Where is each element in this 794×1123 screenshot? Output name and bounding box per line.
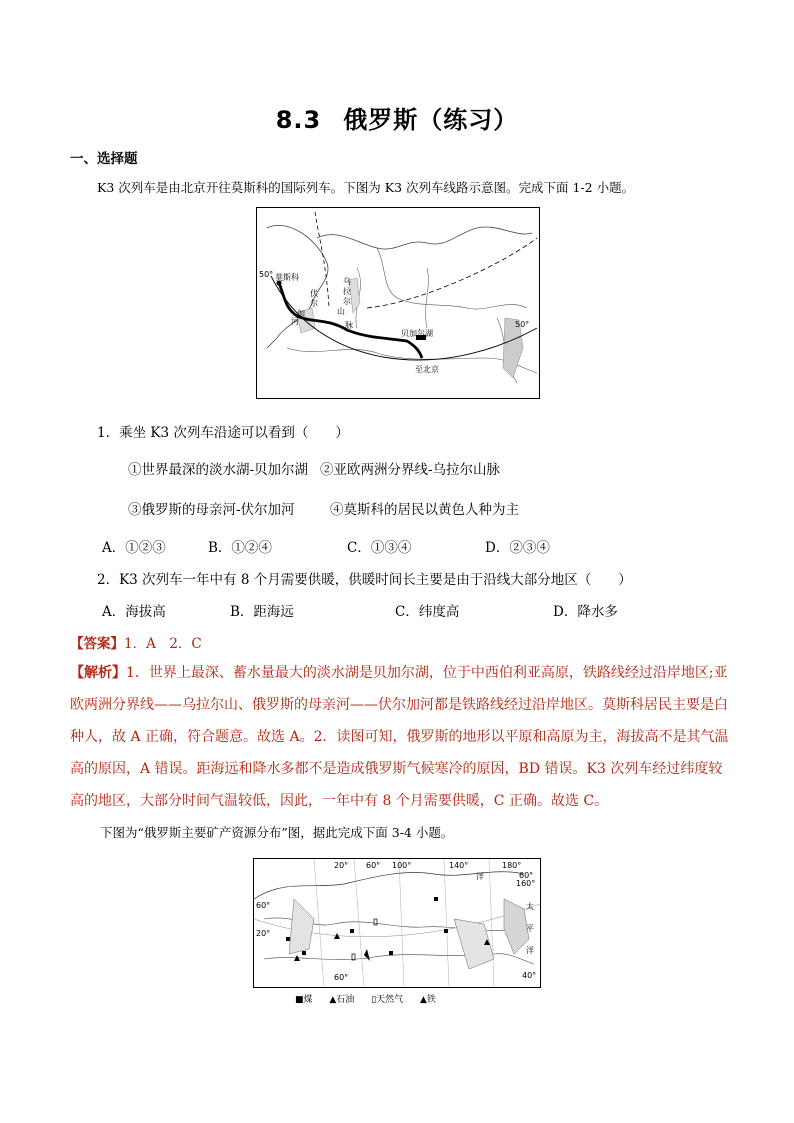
mineral-map-legend xyxy=(295,992,450,1005)
q2-option-a: A．海拔高 xyxy=(102,604,166,620)
map2-lon-140: 140° xyxy=(449,861,469,870)
analysis-label: 【解析】 xyxy=(70,665,126,681)
map1-baikal-label: 贝加尔湖 xyxy=(401,329,433,338)
analysis-paragraph xyxy=(70,657,732,817)
intro-paragraph-2: 下图为“俄罗斯主要矿产资源分布”图，据此完成下面 3-4 小题。 xyxy=(100,825,454,840)
map2-pacific-1: 太 xyxy=(526,902,534,911)
q1-statement-2: ②亚欧两洲分界线-乌拉尔山脉 xyxy=(320,462,501,478)
analysis-text: 1．世界上最深、蓄水量最大的淡水湖是贝加尔湖，位于中西伯利亚高原，铁路线经过沿岸地区;亚欧两洲分界线——乌拉尔山、俄罗斯的母亲河——伏尔加河都是铁路线经过沿岸地区。莫斯科居民主要是白种人，故 A 正确，符合题意。故选 A。2．读图可知，俄罗斯的地形以平原和高原为主，海拔高不是其气温高的原因，A 错误。距海远和降水多都不是造成俄罗斯气候寒冷的原因，BD 错误。K3 次列车经过纬度较高的地区，大部分时间气温较低，因此，一年中有 8 个月需要供暖，C 正确。故选 C。 xyxy=(70,665,729,809)
map1-lat-left: 50° xyxy=(259,270,274,279)
map1-volga-1: 伏 xyxy=(310,289,318,298)
question-2: 2．K3 次列车一年中有 8 个月需要供暖，供暖时间长主要是由于沿线大部分地区（ ） xyxy=(97,572,632,588)
legend-coal: ■煤 xyxy=(295,995,313,1005)
map1-lat-right: 50° xyxy=(515,320,530,329)
q1-statement-3: ③俄罗斯的母亲河-伏尔加河 xyxy=(128,502,295,518)
mineral-resources-map-graphic xyxy=(254,859,540,987)
q2-option-b: B．距海远 xyxy=(230,604,294,620)
map2-ocean-label: 洋 xyxy=(476,872,484,881)
map1-ural-1: 乌 xyxy=(343,277,351,286)
q1-option-b: B．①②④ xyxy=(208,540,272,556)
map1-ural-3: 尔 xyxy=(343,297,351,306)
train-route-map-graphic xyxy=(257,208,539,398)
answer-label: 【答案】 xyxy=(70,636,124,652)
map2-pacific-2: 平 xyxy=(526,924,534,933)
legend-oil: ▲石油 xyxy=(329,995,355,1005)
q1-option-a: A．①②③ xyxy=(102,540,166,556)
legend-iron: ▲铁 xyxy=(420,995,436,1005)
map1-moscow-label: 莫斯科 xyxy=(275,273,299,282)
title-text: 俄罗斯（练习） xyxy=(343,106,519,134)
q1-option-c: C．①③④ xyxy=(347,540,412,556)
map1-volga-2: 尔 xyxy=(310,299,318,308)
q1-statement-4: ④莫斯科的居民以黄色人种为主 xyxy=(330,502,519,518)
q1-statement-1: ①世界最深的淡水湖-贝加尔湖 xyxy=(128,462,309,478)
map1-volga-3: 加 xyxy=(297,309,305,318)
answer-line xyxy=(70,632,202,652)
map2-lat-60-right: 60° xyxy=(519,871,534,880)
map1-ural-2: 拉 xyxy=(343,287,351,296)
map2-lon-180: 180° xyxy=(502,861,522,870)
map2-pacific-3: 洋 xyxy=(526,946,534,955)
map1-ural-4: 山 xyxy=(337,307,345,316)
map2-lon-60: 60° xyxy=(366,861,381,870)
map2-lat-60-left: 60° xyxy=(256,901,271,910)
map2-lat-160: 160° xyxy=(516,879,536,888)
q2-option-d: D．降水多 xyxy=(553,604,618,620)
section-heading: 一、选择题 xyxy=(70,151,138,167)
question-1: 1．乘坐 K3 次列车沿途可以看到（ ） xyxy=(97,425,349,441)
map1-to-beijing: 至北京 xyxy=(415,365,439,374)
legend-gas: ▯天然气 xyxy=(371,995,404,1005)
answer-text: 1．A 2．C xyxy=(124,636,202,652)
intro-paragraph-1: K3 次列车是由北京开往莫斯科的国际列车。下图为 K3 次列车线路示意图。完成下面 1-2 小题。 xyxy=(97,180,635,195)
map1-ural-5: 脉 xyxy=(345,321,353,330)
map2-lat-20-left: 20° xyxy=(256,929,271,938)
mineral-resources-map xyxy=(253,858,541,988)
q1-option-d: D．②③④ xyxy=(485,540,550,556)
map2-lat-60-bottom: 60° xyxy=(334,973,349,982)
page-title xyxy=(0,100,794,135)
map2-lat-40-right: 40° xyxy=(522,971,537,980)
title-number: 8.3 xyxy=(275,106,322,134)
map1-volga-4: 河 xyxy=(291,317,299,326)
map2-lon-100: 100° xyxy=(392,861,412,870)
map2-lon-20: 20° xyxy=(334,861,349,870)
q2-option-c: C．纬度高 xyxy=(395,604,460,620)
train-route-map xyxy=(256,207,540,399)
